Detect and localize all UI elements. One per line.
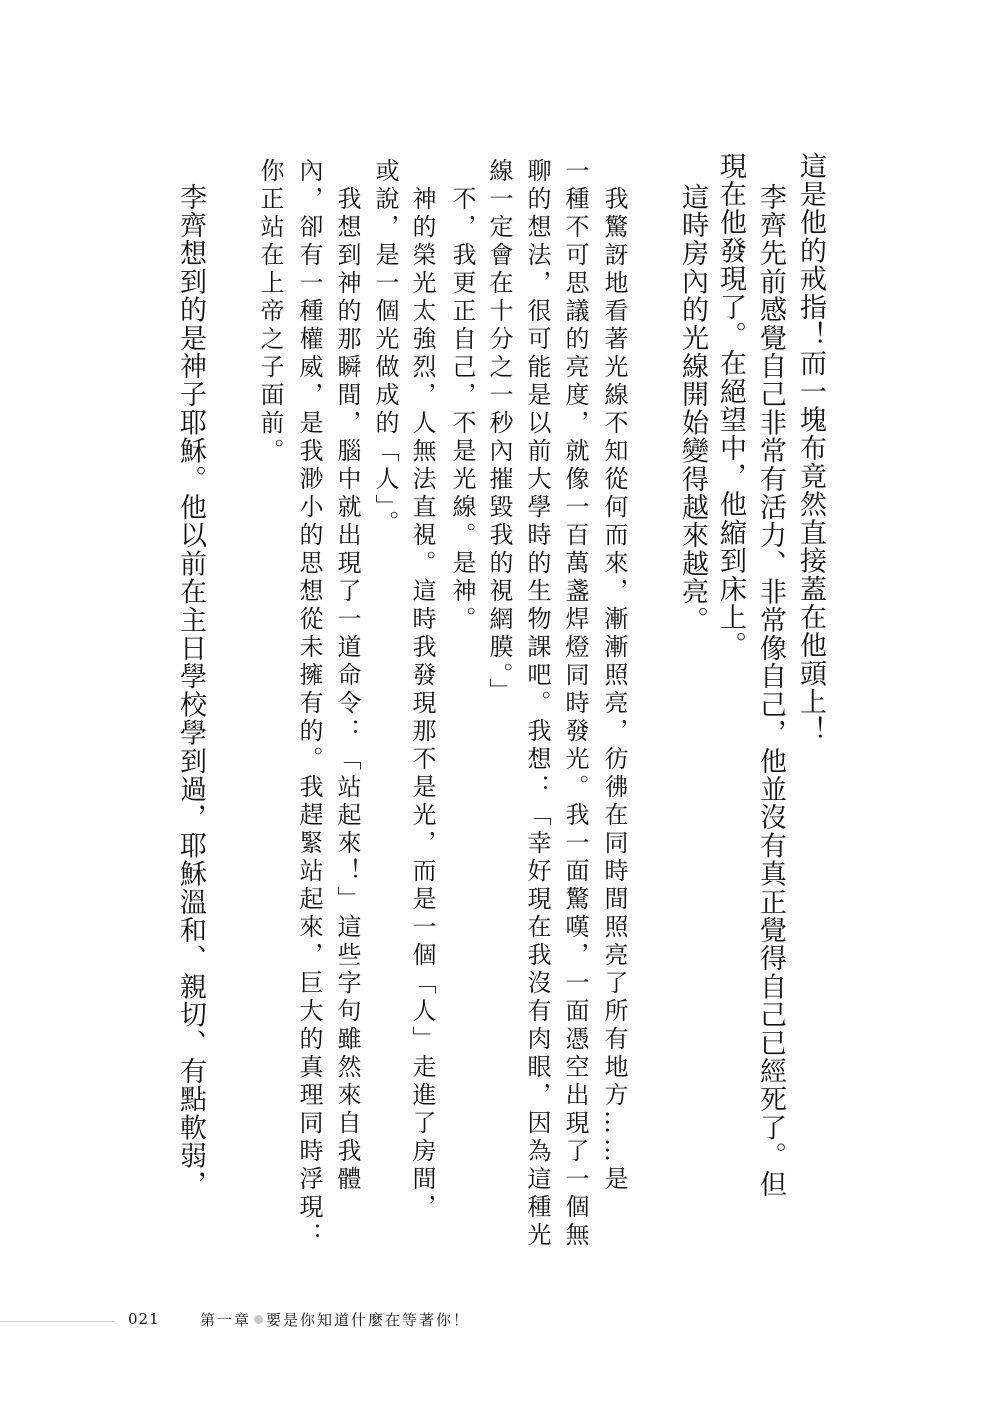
quote-column: 不，我更正自己，不是光線。是神。 bbox=[448, 186, 476, 634]
quote-column: 我想到神的那瞬間，腦中就出現了一道命令：「站起來！」這些字句雖然來自我體 bbox=[333, 186, 361, 1194]
body-column: 李齊先前感覺自己非常有活力、非常像自己，他並沒有真正覺得自己已經死了。但 bbox=[755, 183, 786, 1199]
quote-column: 或說，是一個光做成的「人」。 bbox=[371, 158, 399, 538]
quote-column: 你正站在上帝之子面前。 bbox=[256, 158, 284, 466]
body-column: 這時房內的光線開始變得越來越亮。 bbox=[677, 183, 708, 635]
chapter-label: 第一章 bbox=[200, 1311, 252, 1329]
quote-column: 神的榮光太強烈，人無法直視。這時我發現那不是光，而是一個「人」走進了房間， bbox=[408, 186, 436, 1222]
quote-column: 線一定會在十分之一秒內摧毀我的視網膜。」 bbox=[485, 158, 513, 706]
quote-column: 內，卻有一種權威，是我渺小的思想從未擁有的。我趕緊站起來，巨大的真理同時浮現： bbox=[295, 158, 323, 1250]
running-header bbox=[200, 1309, 470, 1330]
quote-column: 一種不可思議的亮度，就像一百萬盞焊燈同時發光。我一面驚嘆，一面憑空出現了一個無 bbox=[561, 158, 589, 1250]
quote-column: 我驚訝地看著光線不知從何而來，漸漸照亮，彷彿在同時間照亮了所有地方……是 bbox=[600, 186, 628, 1194]
bullet-dot-icon bbox=[254, 1315, 263, 1324]
body-column: 李齊想到的是神子耶穌。他以前在主日學校學到過，耶穌溫和、親切、有點軟弱， bbox=[175, 183, 206, 1199]
page-number: 021 bbox=[128, 1310, 160, 1328]
chapter-title: 要是你知道什麼在等著你！ bbox=[266, 1311, 471, 1329]
body-column: 這是他的戒指！而一塊布竟然直接蓋在他頭上！ bbox=[795, 152, 826, 745]
quote-column: 聊的想法，很可能是以前大學時的生物課吧。我想：「幸好現在我沒有肉眼，因為這種光 bbox=[523, 158, 551, 1250]
body-column: 現在他發現了。在絕望中，他縮到床上。 bbox=[715, 152, 746, 660]
footer-rule bbox=[0, 1321, 115, 1322]
